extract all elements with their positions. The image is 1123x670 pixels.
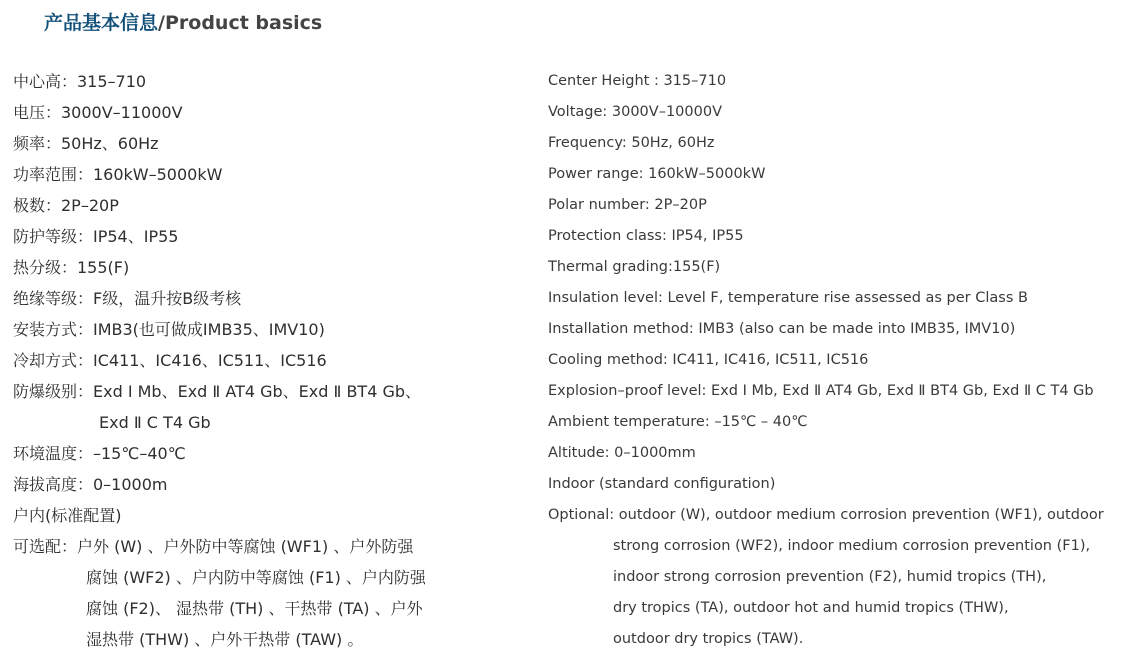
- spec-en-cooling: Cooling method: IC411, IC416, IC511, IC516: [548, 352, 869, 368]
- page-title: [44, 8, 322, 35]
- spec-en-power-range: Power range: 160kW–5000kW: [548, 166, 766, 182]
- spec-zh-optional-cont-1: 腐蚀 (WF2) 、户内防中等腐蚀 (F1) 、户内防强: [86, 568, 426, 587]
- spec-zh-altitude: 海拔高度：0–1000m: [13, 475, 168, 494]
- spec-zh-indoor: 户内(标准配置): [13, 506, 122, 525]
- spec-en-explosion: Explosion–proof level: Exd Ⅰ Mb, Exd Ⅱ AT4 Gb, Exd Ⅱ BT4 Gb, Exd Ⅱ C T4 Gb: [548, 383, 1094, 399]
- spec-en-optional-cont-2: indoor strong corrosion prevention (F2), humid tropics (TH),: [613, 569, 1047, 585]
- spec-zh-voltage: 电压：3000V–11000V: [13, 103, 183, 122]
- spec-en-altitude: Altitude: 0–1000mm: [548, 445, 696, 461]
- spec-zh-cooling: 冷却方式：IC411、IC416、IC511、IC516: [13, 351, 327, 370]
- spec-en-frequency: Frequency: 50Hz, 60Hz: [548, 135, 715, 151]
- spec-zh-optional-cont-3: 湿热带 (THW) 、户外干热带 (TAW) 。: [86, 630, 364, 649]
- spec-en-protection: Protection class: IP54, IP55: [548, 228, 744, 244]
- spec-list-chinese: [13, 66, 513, 655]
- spec-zh-center-height: 中心高：315–710: [13, 72, 147, 91]
- spec-zh-ambient: 环境温度：–15℃–40℃: [13, 444, 186, 463]
- spec-zh-thermal: 热分级：155(F): [13, 258, 130, 277]
- spec-en-center-height: Center Height : 315–710: [548, 73, 727, 89]
- title-en: Product basics: [164, 12, 323, 34]
- spec-en-voltage: Voltage: 3000V–10000V: [548, 104, 722, 120]
- spec-zh-frequency: 频率：50Hz、60Hz: [13, 134, 159, 153]
- spec-zh-optional-cont-2: 腐蚀 (F2)、 湿热带 (TH) 、干热带 (TA) 、户外: [86, 599, 423, 618]
- spec-en-optional-cont-3: dry tropics (TA), outdoor hot and humid tropics (THW),: [613, 600, 1009, 616]
- spec-zh-insulation: 绝缘等级：F级，温升按B级考核: [13, 289, 242, 308]
- spec-en-optional-cont-4: outdoor dry tropics (TAW).: [613, 631, 804, 647]
- spec-zh-optional: 可选配：户外 (W) 、户外防中等腐蚀 (WF1) 、户外防强: [13, 537, 414, 556]
- spec-en-optional: Optional: outdoor (W), outdoor medium corrosion prevention (WF1), outdoor: [548, 507, 1104, 523]
- spec-list-english: [548, 66, 1113, 655]
- spec-en-ambient: Ambient temperature: –15℃ – 40℃: [548, 414, 808, 430]
- spec-en-installation: Installation method: IMB3 (also can be made into IMB35, IMV10): [548, 321, 1016, 337]
- spec-zh-installation: 安装方式：IMB3(也可做成IMB35、IMV10): [13, 320, 325, 339]
- spec-en-poles: Polar number: 2P–20P: [548, 197, 707, 213]
- title-zh: 产品基本信息: [44, 12, 159, 34]
- spec-en-thermal: Thermal grading:155(F): [548, 259, 721, 275]
- spec-zh-explosion: 防爆级别：Exd Ⅰ Mb、Exd Ⅱ AT4 Gb、Exd Ⅱ BT4 Gb、: [13, 382, 422, 401]
- spec-zh-power-range: 功率范围：160kW–5000kW: [13, 165, 223, 184]
- spec-zh-poles: 极数：2P–20P: [13, 196, 119, 215]
- spec-en-indoor: Indoor (standard configuration): [548, 476, 776, 492]
- spec-en-insulation: Insulation level: Level F, temperature rise assessed as per Class B: [548, 290, 1028, 306]
- spec-zh-protection: 防护等级：IP54、IP55: [13, 227, 179, 246]
- title-separator: /: [158, 12, 165, 34]
- spec-en-optional-cont-1: strong corrosion (WF2), indoor medium corrosion prevention (F1),: [613, 538, 1091, 554]
- spec-zh-explosion-cont: Exd Ⅱ C T4 Gb: [99, 413, 211, 432]
